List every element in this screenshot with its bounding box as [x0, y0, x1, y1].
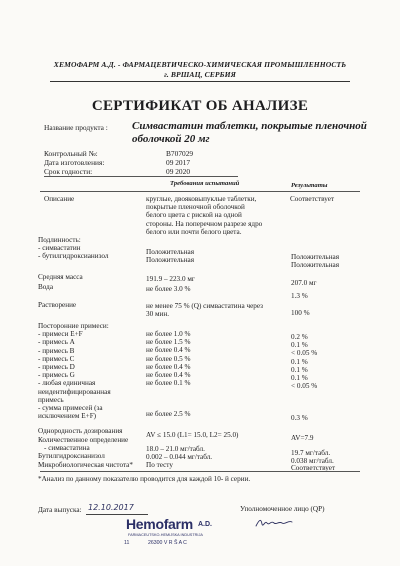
row-dissolution-result: 100 %: [291, 309, 310, 317]
company-name: ХЕМОФАРМ А.Д. - ФАРМАЦЕВТИЧЕСКО-ХИМИЧЕСКАЯ ПРОМЫШЛЕННОСТЬ: [53, 60, 347, 69]
row-impurities-result: 0.2 % 0.1 % < 0.05 % 0.1 % 0.1 % 0.1 % < 0.05 %: [291, 333, 318, 391]
row-microbio-requirement: По тесту: [146, 461, 173, 469]
footnote: *Анализ по данному показателю проводится для каждой 10- й серии.: [38, 475, 251, 483]
row-assay-name: Количественное определение - симвастатина Бутилгидроксианизол: [38, 436, 129, 461]
issue-date-label: Дата выпуска:: [38, 506, 82, 514]
product-name-line2: оболочкой 20 мг: [132, 133, 210, 145]
issue-date-underline: [86, 514, 148, 515]
stamp-subtitle: FARMACEUTSKO-HEMIJSKA INDUSTRIJA: [128, 533, 203, 537]
header-rule: [50, 81, 350, 82]
row-water-name: Вода: [38, 283, 54, 291]
issue-date-handwritten: 12.10.2017: [88, 503, 134, 512]
stamp-suffix: A.D.: [198, 521, 212, 528]
row-mass-name: Средняя масса: [38, 273, 83, 281]
row-water-result: 1.3 %: [291, 292, 308, 300]
row-description-name: Описание: [44, 195, 75, 203]
row-uniformity-result: AV=7.9: [291, 434, 314, 442]
row-description-result: Соответствует: [290, 195, 335, 203]
company-city: г. ВРШАЦ, СЕРБИЯ: [164, 70, 236, 79]
row-dissolution-name: Растворение: [38, 301, 77, 309]
table-header-rule: [40, 191, 360, 192]
batch-label: Контрольный №:: [44, 149, 98, 158]
row-identity-requirement: Положительная Положительная: [146, 248, 195, 265]
row-assay-requirement: 18.0 – 21.0 мг/табл. 0.002 – 0.044 мг/табл.: [146, 445, 213, 462]
row-impurities-sum-requirement: не более 2.5 %: [146, 410, 191, 418]
row-impurities-name: Посторонние примеси: - примеси E+F - примесь A - примесь B - примесь C - примесь D - примесь G - любая единичная неидентифицированная примесь - сумма примесей (за исключением E+F): [38, 322, 111, 421]
product-label: Название продукта :: [44, 123, 108, 132]
authorized-person-label: Уполномоченное лицо (QP): [240, 505, 325, 513]
col-results-header: Результаты: [291, 182, 328, 189]
col-requirements-header: Требования испытаний: [170, 180, 240, 187]
row-mass-result: 207.0 мг: [291, 279, 317, 287]
table-bottom-rule: [40, 471, 360, 472]
row-impurities-requirement: не более 1.0 % не более 1.5 % не более 0.4 % не более 0.5 % не более 0.4 % не более 0.4 % не более 0.1 %: [146, 330, 191, 388]
expiry-date-value: 09 2020: [166, 167, 191, 176]
stamp-brand: Hemofarm: [126, 516, 193, 532]
row-identity-name: Подлинность: - симвастатин - бутилгидроксианизол: [38, 236, 109, 261]
row-water-requirement: не более 3.0 %: [146, 285, 191, 293]
company-stamp: [118, 516, 278, 562]
manufacture-date-label: Дата изготовления:: [44, 158, 105, 167]
row-uniformity-requirement: AV ≤ 15.0 (L1= 15.0, L2= 25.0): [146, 431, 239, 439]
stamp-number: 11: [124, 540, 130, 546]
row-assay-result: 19.7 мг/табл. 0.038 мг/табл.: [291, 449, 334, 466]
info-rule: [44, 176, 238, 177]
row-description-requirement: круглые, двояковыпуклые таблетки, покрытые пленочной оболочкой белого цвета с риской на одной стороны. На поперечном разрезе ядро белого или почти белого цвета.: [146, 195, 263, 236]
row-impurities-sum-result: 0.3 %: [291, 414, 308, 422]
row-mass-requirement: 191.9 – 223.0 мг: [146, 275, 195, 283]
row-microbio-result: Соответствует: [291, 464, 336, 472]
document-title: СЕРТИФИКАТ ОБ АНАЛИЗЕ: [91, 98, 309, 114]
row-microbio-name: Микробиологическая чистота*: [38, 461, 133, 469]
manufacture-date-value: 09 2017: [166, 158, 191, 167]
batch-value: B707029: [166, 149, 194, 158]
stamp-city: 26300 V R Š A C: [148, 540, 187, 546]
row-dissolution-requirement: не менее 75 % (Q) симвастатина через 30 мин.: [146, 302, 263, 319]
product-name-line1: Симвастатин таблетки, покрытые пленочной: [132, 120, 367, 132]
expiry-date-label: Срок годности:: [44, 167, 93, 176]
row-identity-result: Положительная Положительная: [291, 253, 340, 270]
row-uniformity-name: Однородность дозирования: [38, 427, 123, 435]
